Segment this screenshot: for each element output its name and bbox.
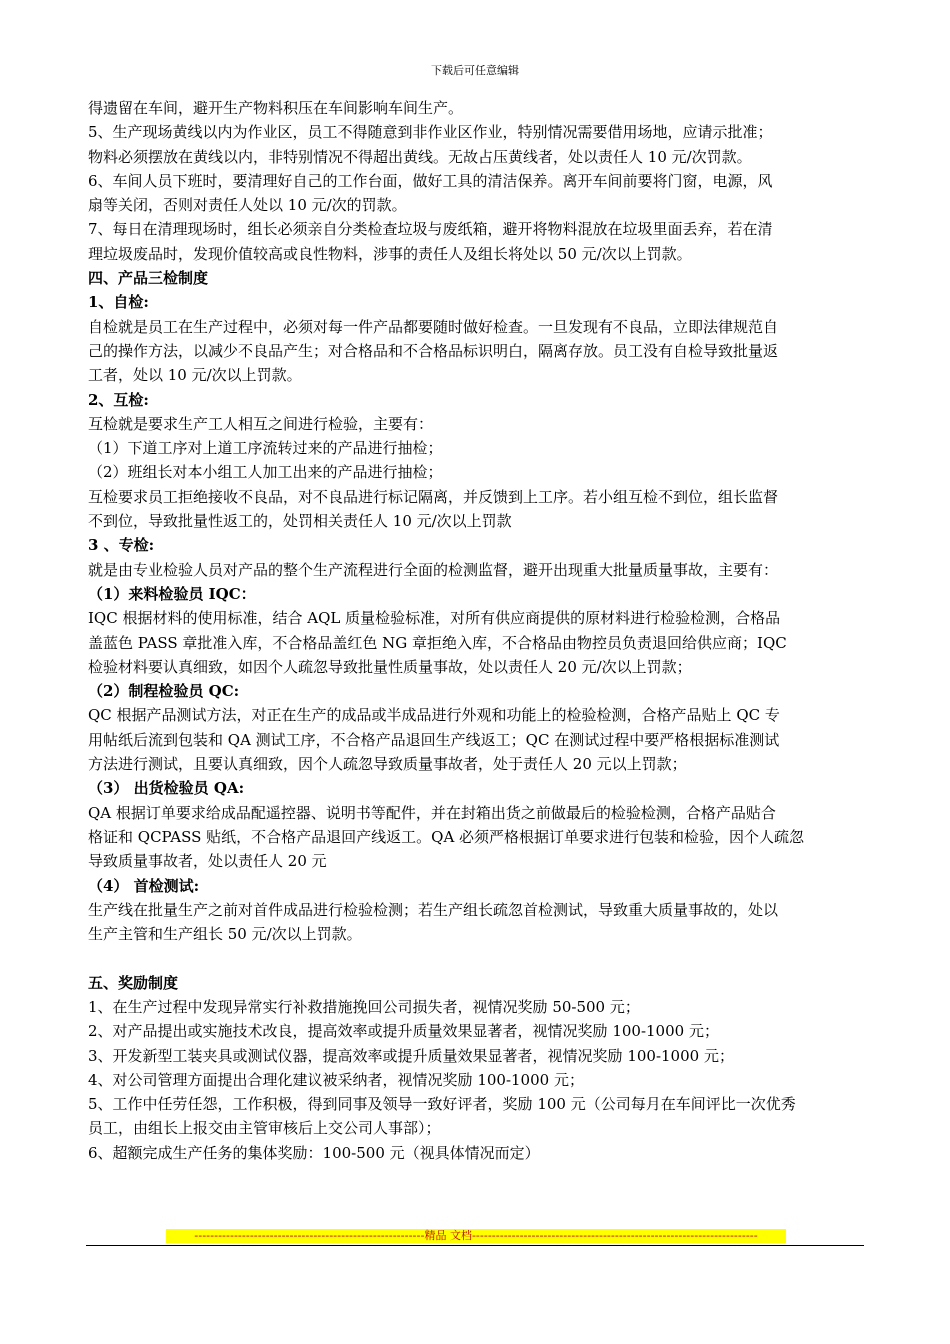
- text-line: 互检就是要求生产工人相互之间进行检验，主要有：: [88, 414, 434, 433]
- text-line: 7、每日在清理现场时，组长必须亲自分类检查垃圾与废纸箱，避开将物料混放在垃圾里面丢弃，若在清: [88, 220, 773, 239]
- text-line: 4、对公司管理方面提出合理化建议被采纳者，视情况奖励 100-1000 元；: [88, 1070, 584, 1089]
- text-line: 生产线在批量生产之前对首件成品进行检验检测；若生产组长疏忽首检测试，导致重大质量事故的，处以: [88, 900, 779, 919]
- text-line: （2）班组长对本小组工人加工出来的产品进行抽检；: [88, 463, 443, 482]
- section-heading: （3） 出货检验员 QA:: [88, 779, 245, 798]
- text-line: 就是由专业检验人员对产品的整个生产流程进行全面的检测监督，避开出现重大批量质量事故，主要有：: [88, 560, 779, 579]
- text-line: 导致质量事故者，处以责任人 20 元: [88, 852, 327, 871]
- text-line: 用帖纸后流到包装和 QA 测试工序，不合格产品退回生产线返工；QC 在测试过程中要严格根据标准测试: [88, 730, 780, 749]
- section-heading: （1）来料检验员 IQC：: [88, 584, 256, 603]
- section-heading: 2、互检:: [88, 390, 149, 409]
- text-line: [88, 946, 868, 970]
- text-line: 得遗留在车间，避开生产物料积压在车间影响车间生产。: [88, 99, 464, 117]
- text-line: 物料必须摆放在黄线以内，非特别情况不得超出黄线。无故占压黄线者，处以责任人 10 元/次罚款。: [88, 147, 752, 166]
- text-line: 格证和 QCPASS 贴纸，不合格产品退回产线返工。QA 必须严格根据订单要求进行包装和检验，因个人疏忽: [88, 827, 805, 846]
- text-line: 员工，由组长上报交由主管审核后上交公司人事部）；: [88, 1119, 441, 1138]
- page-header: 下载后可任意编辑: [431, 64, 519, 77]
- section-heading: 1、自检:: [88, 293, 149, 312]
- text-line: 工者，处以 10 元/次以上罚款。: [88, 366, 302, 385]
- text-line: 检验材料要认真细致，如因个人疏忽导致批量性质量事故，处以责任人 20 元/次以上罚款；: [88, 657, 692, 676]
- text-line: 自检就是员工在生产过程中，必须对每一件产品都要随时做好检查。一旦发现有不良品，立即法律规范自: [88, 317, 779, 336]
- text-line: 互检要求员工拒绝接收不良品，对不良品进行标记隔离，并反馈到上工序。若小组互检不到位，组长监督: [88, 487, 779, 506]
- text-line: QA 根据订单要求给成品配遥控器、说明书等配件，并在封箱出货之前做最后的检验检测，合格产品贴合: [88, 803, 776, 822]
- section-heading: 3 、专检:: [88, 536, 155, 555]
- text-line: QC 根据产品测试方法，对正在生产的成品或半成品进行外观和功能上的检验检测，合格产品贴上 QC 专: [88, 706, 780, 725]
- text-line: 1、在生产过程中发现异常实行补救措施挽回公司损失者，视情况奖励 50-500 元；: [88, 997, 640, 1016]
- text-line: 5、生产现场黄线以内为作业区，员工不得随意到非作业区作业，特别情况需要借用场地，应请示批准；: [88, 123, 773, 142]
- text-line: 不到位，导致批量性返工的，处罚相关责任人 10 元/次以上罚款: [88, 512, 512, 531]
- text-line: 3、开发新型工装夹具或测试仪器，提高效率或提升质量效果显著者，视情况奖励 100-1000 元；: [88, 1046, 734, 1065]
- text-line: 方法进行测试，且要认真细致，因个人疏忽导致质量事故者，处于责任人 20 元以上罚款；: [88, 755, 687, 774]
- section-heading: 五、奖励制度: [88, 973, 179, 992]
- text-line: 2、对产品提出或实施技术改良，提高效率或提升质量效果显著者，视情况奖励 100-1000 元；: [88, 1022, 719, 1041]
- text-line: IQC 根据材料的使用标准，结合 AQL 质量检验标准，对所有供应商提供的原材料进行检验检测，合格品: [88, 609, 781, 628]
- section-heading: 四、产品三检制度: [88, 269, 209, 288]
- text-line: 己的操作方法，以减少不良品产生；对合格品和不合格品标识明白，隔离存放。员工没有自检导致批量返: [88, 341, 779, 360]
- text-line: （1）下道工序对上道工序流转过来的产品进行抽检；: [88, 439, 443, 458]
- section-heading: （4） 首检测试:: [88, 876, 200, 895]
- text-line: 6、车间人员下班时，要清理好自己的工作台面，做好工具的清洁保养。离开车间前要将门窗，电源，风: [88, 171, 773, 190]
- text-line: 理垃圾废品时，发现价值较高或良性物料，涉事的责任人及组长将处以 50 元/次以上罚款。: [88, 244, 692, 263]
- text-line: 生产主管和生产组长 50 元/次以上罚款。: [88, 925, 362, 944]
- footer-banner: ----------------------------------------------------------精品 文档------------------------------------------------------------------------: [166, 1229, 786, 1243]
- footer-rule: [86, 1245, 864, 1246]
- section-heading: （2）制程检验员 QC:: [88, 682, 240, 701]
- text-line: 6、超额完成生产任务的集体奖励：100-500 元（视具体情况而定）: [88, 1143, 540, 1162]
- text-line: 盖蓝色 PASS 章批准入库，不合格品盖红色 NG 章拒绝入库，不合格品由物控员负责退回给供应商；IQC: [88, 633, 787, 652]
- document-body: [88, 96, 868, 1165]
- text-line: 5、工作中任劳任怨，工作积极，得到同事及领导一致好评者，奖励 100 元（公司每月在车间评比一次优秀: [88, 1095, 796, 1114]
- text-line: 扇等关闭，否则对责任人处以 10 元/次的罚款。: [88, 196, 407, 215]
